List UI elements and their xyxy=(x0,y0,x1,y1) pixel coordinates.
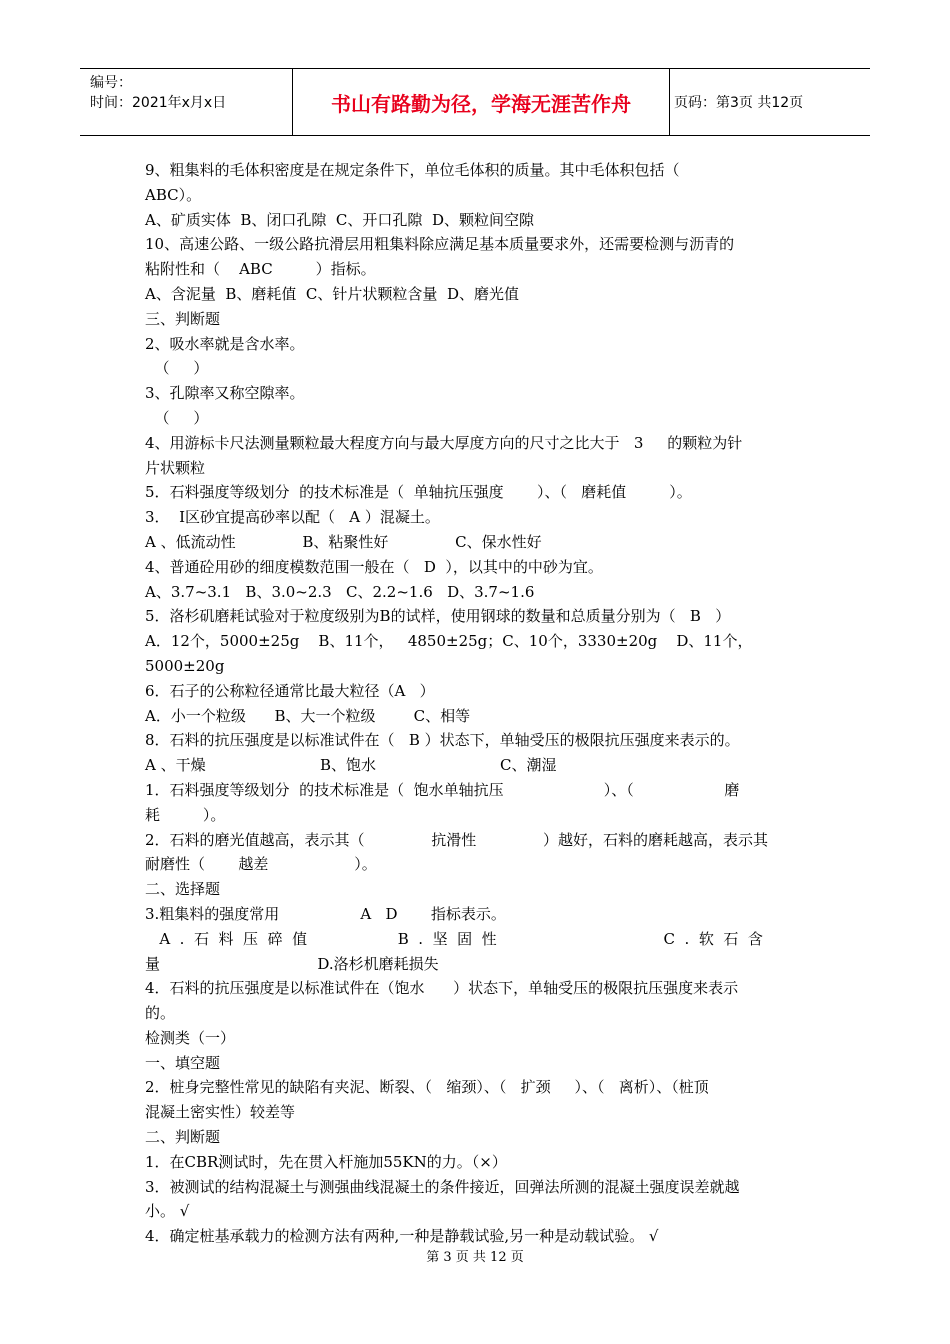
text-line: 5．洛杉矶磨耗试验对于粒度级别为B的试样，使用钢球的数量和总质量分别为（ B ） xyxy=(145,607,731,626)
text-line: 10、高速公路、一级公路抗滑层用粗集料除应满足基本质量要求外，还需要检测与沥青的 xyxy=(145,235,735,254)
text-line: A 、干燥 B、饱水 C、潮湿 xyxy=(145,756,557,775)
text-line: A 、低流动性 B、粘聚性好 C、保水性好 xyxy=(145,532,542,551)
header-motto: 书山有路勤为径，学海无涯苦作舟 xyxy=(293,69,670,136)
text-line: A、矿质实体 B、闭口孔隙 C、开口孔隙 D、颗粒间空隙 xyxy=(145,210,534,229)
document-time-label: 时间：2021年x月x日 xyxy=(90,95,227,111)
header-meta xyxy=(80,69,293,136)
text-line: 5．石料强度等级划分 的技术标准是（ 单轴抗压强度 ）、（ 磨耗值 ）。 xyxy=(145,483,692,502)
text-line: 粘附性和（ ABC ）指标。 xyxy=(145,260,376,279)
text-line: 3． I区砂宜提高砂率以配（ A ）混凝土。 xyxy=(145,508,440,527)
text-line: A . 石 料 压 碎 值 B . 坚 固 性 C . 软 石 含 xyxy=(145,929,763,948)
page-footer: 第 3 页 共 12 页 xyxy=(426,1250,524,1265)
text-line: 检测类（一） xyxy=(145,1028,236,1047)
document-number-label: 编号： xyxy=(90,75,132,91)
page-header xyxy=(80,68,870,136)
text-line: A．小一个粒级 B、大一个粒级 C、相等 xyxy=(145,706,471,725)
text-line: A．12个，5000±25g B、11个， 4850±25g；C、10个，3330±20g D、11个，5000±20g xyxy=(145,632,753,675)
text-line: 耗 ）。 xyxy=(145,805,226,824)
text-line: 量 D.洛杉机磨耗损失 xyxy=(145,954,439,973)
text-line: 1．石料强度等级划分 的技术标准是（ 饱水单轴抗压 ）、（ 磨 xyxy=(145,780,740,799)
text-line: 4．确定桩基承载力的检测方法有两种,一种是静载试验,另一种是动载试验。 √ xyxy=(145,1227,659,1246)
text-line: 三、判断题 xyxy=(145,309,221,328)
text-line: 3．被测试的结构混凝土与测强曲线混凝土的条件接近，回弹法所测的混凝土强度误差就越 xyxy=(145,1177,740,1196)
text-line: 混凝土密实性）较差等 xyxy=(145,1103,296,1122)
text-line: 4、用游标卡尺法测量颗粒最大程度方向与最大厚度方向的尺寸之比大于 3 的颗粒为针 xyxy=(145,433,743,452)
text-line: （ ） xyxy=(145,408,209,427)
text-line: 一、填空题 xyxy=(145,1053,221,1072)
text-line: 2．石料的磨光值越高，表示其（ 抗滑性 ）越好，石料的磨耗越高，表示其 xyxy=(145,830,769,849)
text-line: 1．在CBR测试时，先在贯入杆施加55KN的力。（×） xyxy=(145,1152,507,1171)
text-line: 2、吸水率就是含水率。 xyxy=(145,334,305,353)
text-line: 2．桩身完整性常见的缺陷有夹泥、断裂、（ 缩颈）、（ 扩颈 ）、（ 离析）、（桩顶 xyxy=(145,1078,709,1097)
text-line: 二、判断题 xyxy=(145,1128,221,1147)
text-line: 片状颗粒 xyxy=(145,458,206,477)
text-line: 小。 √ xyxy=(145,1202,190,1221)
text-line: 4、普通砼用砂的细度模数范围一般在（ D ），以其中的中砂为宜。 xyxy=(145,557,603,576)
text-line: 3、孔隙率又称空隙率。 xyxy=(145,384,305,403)
text-line: A、3.7~3.1 B、3.0~2.3 C、2.2~1.6 D、3.7~1.6 xyxy=(145,582,535,601)
text-line: 耐磨性（ 越差 ）。 xyxy=(145,855,377,874)
header-page-number: 页码：第3页 共12页 xyxy=(670,69,871,136)
text-line: （ ） xyxy=(145,359,209,378)
text-line: ABC）。 xyxy=(145,185,202,204)
text-line: A、含泥量 B、磨耗值 C、针片状颗粒含量 D、磨光值 xyxy=(145,284,519,303)
text-line: 8．石料的抗压强度是以标准试件在（ B ）状态下，单轴受压的极限抗压强度来表示的。 xyxy=(145,731,740,750)
text-line: 二、选择题 xyxy=(145,880,221,899)
text-line: 9、粗集料的毛体积密度是在规定条件下，单位毛体积的质量。其中毛体积包括（ xyxy=(145,161,680,179)
text-line: 3.粗集料的强度常用 A D 指标表示。 xyxy=(145,904,506,923)
text-line: 6．石子的公称粒径通常比最大粒径（A ） xyxy=(145,681,435,700)
document-body xyxy=(145,158,807,1249)
text-line: 4．石料的抗压强度是以标准试件在（饱水 ）状态下，单轴受压的极限抗压强度来表示 xyxy=(145,979,739,998)
text-line: 的。 xyxy=(145,1004,176,1023)
